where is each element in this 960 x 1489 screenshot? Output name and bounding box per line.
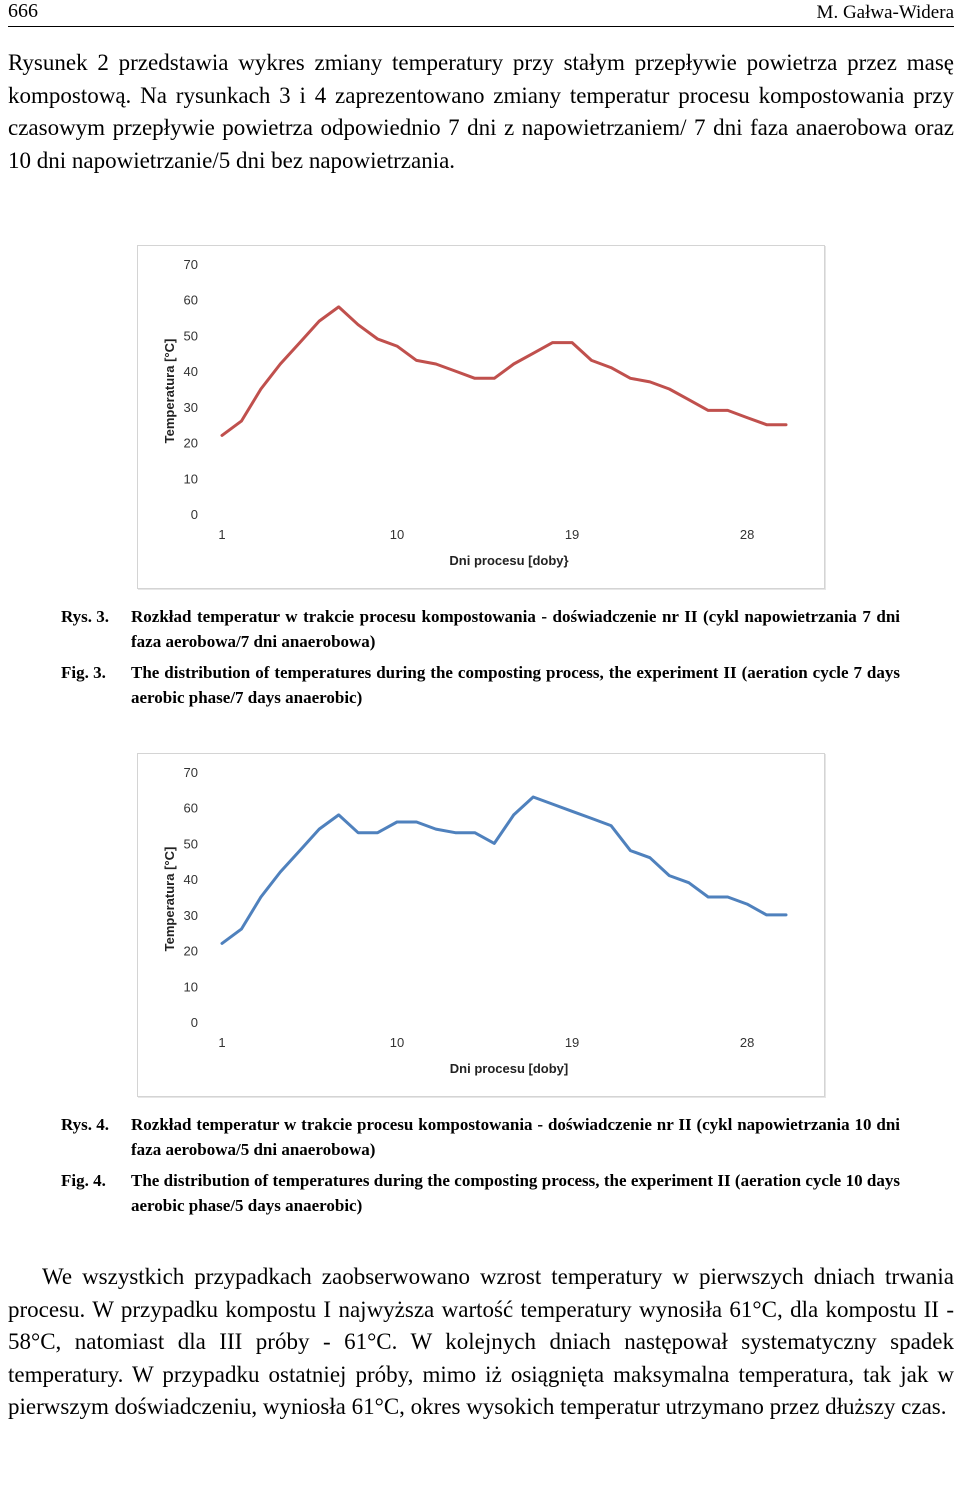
data-point <box>532 352 534 354</box>
data-point <box>299 849 301 851</box>
data-point <box>318 320 320 322</box>
data-point <box>785 424 787 426</box>
caption-text: The distribution of temperatures during the composting process, the experiment II (aeration cycle 7 days aerobic phase/7 days anaerobic) <box>131 663 900 707</box>
figure-3-caption-pl <box>61 605 900 654</box>
data-point <box>454 370 456 372</box>
caption-label: Fig. 4. <box>61 1171 106 1190</box>
running-author: M. Gałwa-Widera <box>816 2 954 23</box>
data-point <box>454 832 456 834</box>
data-point <box>299 341 301 343</box>
x-tick-label: 10 <box>389 1035 405 1050</box>
caption-label: Fig. 3. <box>61 663 106 682</box>
data-point <box>240 928 242 930</box>
data-point <box>376 832 378 834</box>
data-point <box>513 814 515 816</box>
x-axis-label: Dni procesu [doby} <box>449 553 569 568</box>
data-point <box>765 424 767 426</box>
y-axis-label: Temperatura [°C] <box>162 846 177 952</box>
data-point <box>629 849 631 851</box>
data-point <box>571 341 573 343</box>
y-axis-label: Temperatura [°C] <box>162 338 177 444</box>
data-point <box>726 896 728 898</box>
y-tick-label: 10 <box>183 979 198 995</box>
data-point <box>396 821 398 823</box>
page-header <box>8 0 954 27</box>
data-point <box>279 871 281 873</box>
page-number: 666 <box>8 0 38 22</box>
data-point <box>493 842 495 844</box>
data-point <box>551 341 553 343</box>
y-tick-label: 50 <box>183 836 198 852</box>
series-line <box>222 797 786 943</box>
data-point <box>376 338 378 340</box>
y-tick-label: 60 <box>183 800 198 816</box>
figure-3-caption-en <box>61 661 900 710</box>
data-point <box>337 306 339 308</box>
data-point <box>649 381 651 383</box>
y-tick-label: 0 <box>190 1015 198 1030</box>
caption-text: Rozkład temperatur w trakcie procesu kompostowania - doświadczenie nr II (cykl napowietrzania 7 dni faza aerobowa/7 dni anaerobowa) <box>131 607 900 651</box>
figure-4-caption-pl <box>61 1113 900 1162</box>
data-point <box>726 409 728 411</box>
y-tick-label: 60 <box>183 292 198 308</box>
caption-label: Rys. 3. <box>61 607 110 626</box>
x-tick-label: 19 <box>564 1035 580 1050</box>
data-point <box>707 409 709 411</box>
x-tick-label: 10 <box>389 527 405 542</box>
data-point <box>551 803 553 805</box>
data-point <box>415 821 417 823</box>
figure-4-caption-en <box>61 1169 900 1218</box>
y-tick-label: 70 <box>183 765 198 780</box>
data-point <box>668 388 670 390</box>
data-point <box>785 914 787 916</box>
conclusion-paragraph: We wszystkich przypadkach zaobserwowano wzrost temperatury w pierwszych dniach trwania procesu. W przypadku kompostu I najwyższa wartość temperatury wynosiła 61°C, dla kompostu II - 58°C, natomiast dla III próby - 61°C. W kolejnych dniach następował systematyczny spadek temperatury. W przypadku ostatniej próby, mimo iż osiągnięta maksymalna temperatura, tak jak w pierwszym doświadczeniu, wyniosła 61°C, okres wysokich temperatur utrzymano przez dłuższy czas. <box>8 1264 954 1420</box>
data-point <box>435 828 437 830</box>
y-tick-label: 10 <box>183 471 198 487</box>
data-point <box>415 359 417 361</box>
data-point <box>688 882 690 884</box>
figure-4-plot <box>138 754 824 1096</box>
data-point <box>610 824 612 826</box>
data-point <box>474 832 476 834</box>
x-tick-label: 19 <box>564 527 580 542</box>
y-tick-label: 30 <box>183 907 198 923</box>
data-point <box>221 942 223 944</box>
y-tick-label: 40 <box>183 872 198 888</box>
data-point <box>435 363 437 365</box>
data-point <box>629 377 631 379</box>
data-point <box>532 796 534 798</box>
data-point <box>357 832 359 834</box>
data-point <box>513 363 515 365</box>
y-tick-label: 30 <box>183 399 198 415</box>
x-tick-label: 28 <box>739 527 755 542</box>
data-point <box>610 366 612 368</box>
y-tick-label: 0 <box>190 507 198 522</box>
x-tick-label: 28 <box>739 1035 755 1050</box>
figure-3-plot <box>138 246 824 588</box>
data-point <box>571 810 573 812</box>
caption-label: Rys. 4. <box>61 1115 110 1134</box>
data-point <box>474 377 476 379</box>
data-point <box>765 914 767 916</box>
data-point <box>221 434 223 436</box>
data-point <box>337 814 339 816</box>
data-point <box>746 903 748 905</box>
data-point <box>396 345 398 347</box>
intro-paragraph: Rysunek 2 przedstawia wykres zmiany temperatury przy stałym przepływie powietrza przez masę kompostową. Na rysunkach 3 i 4 zaprezentowano zmiany temperatur procesu kompostowania przy czasowym przepływie powietrza odpowiednio 7 dni z napowietrzaniem/ 7 dni faza anaerobowa oraz 10 dni napowietrzanie/5 dni bez napowietrzania. <box>8 50 954 173</box>
y-tick-label: 50 <box>183 328 198 344</box>
x-tick-label: 1 <box>218 527 226 542</box>
data-point <box>260 388 262 390</box>
data-point <box>707 896 709 898</box>
y-tick-label: 40 <box>183 364 198 380</box>
x-tick-label: 1 <box>218 1035 226 1050</box>
data-point <box>279 363 281 365</box>
y-tick-label: 70 <box>183 257 198 272</box>
data-point <box>688 399 690 401</box>
data-point <box>240 420 242 422</box>
figure-3-chart <box>137 245 825 589</box>
data-point <box>318 828 320 830</box>
data-point <box>493 377 495 379</box>
series-line <box>222 307 786 436</box>
caption-text: Rozkład temperatur w trakcie procesu kompostowania - doświadczenie nr II (cykl napowietrzania 10 dni faza aerobowa/5 dni anaerobowa) <box>131 1115 900 1159</box>
x-axis-label: Dni procesu [doby] <box>449 1061 569 1076</box>
data-point <box>649 857 651 859</box>
data-point <box>746 416 748 418</box>
data-point <box>668 874 670 876</box>
data-point <box>590 817 592 819</box>
y-tick-label: 20 <box>183 435 198 451</box>
figure-4-chart <box>137 753 825 1097</box>
data-point <box>260 896 262 898</box>
y-tick-label: 20 <box>183 943 198 959</box>
data-point <box>357 324 359 326</box>
data-point <box>590 359 592 361</box>
caption-text: The distribution of temperatures during the composting process, the experiment II (aeration cycle 10 days aerobic phase/5 days anaerobic) <box>131 1171 900 1215</box>
